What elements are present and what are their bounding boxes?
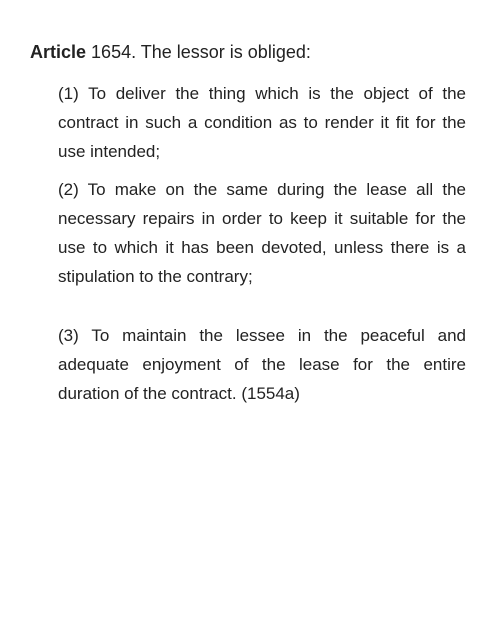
article-paragraph-2: (2) To make on the same during the lease all the necessary repairs in order to keep it suitable for the use to which it has been devoted, unless there is a stipulation to the contrary; (58, 180, 466, 286)
article-heading (30, 40, 470, 64)
article-paragraph-3: (3) To maintain the lessee in the peaceful and adequate enjoyment of the lease for the entire duration of the contract. (1554a) (58, 326, 466, 403)
article-heading-text: 1654. The lessor is obliged: (91, 42, 311, 62)
article-paragraph-1: (1) To deliver the thing which is the object of the contract in such a condition as to render it fit for the use intended; (58, 84, 466, 161)
article-label: Article (30, 42, 87, 62)
